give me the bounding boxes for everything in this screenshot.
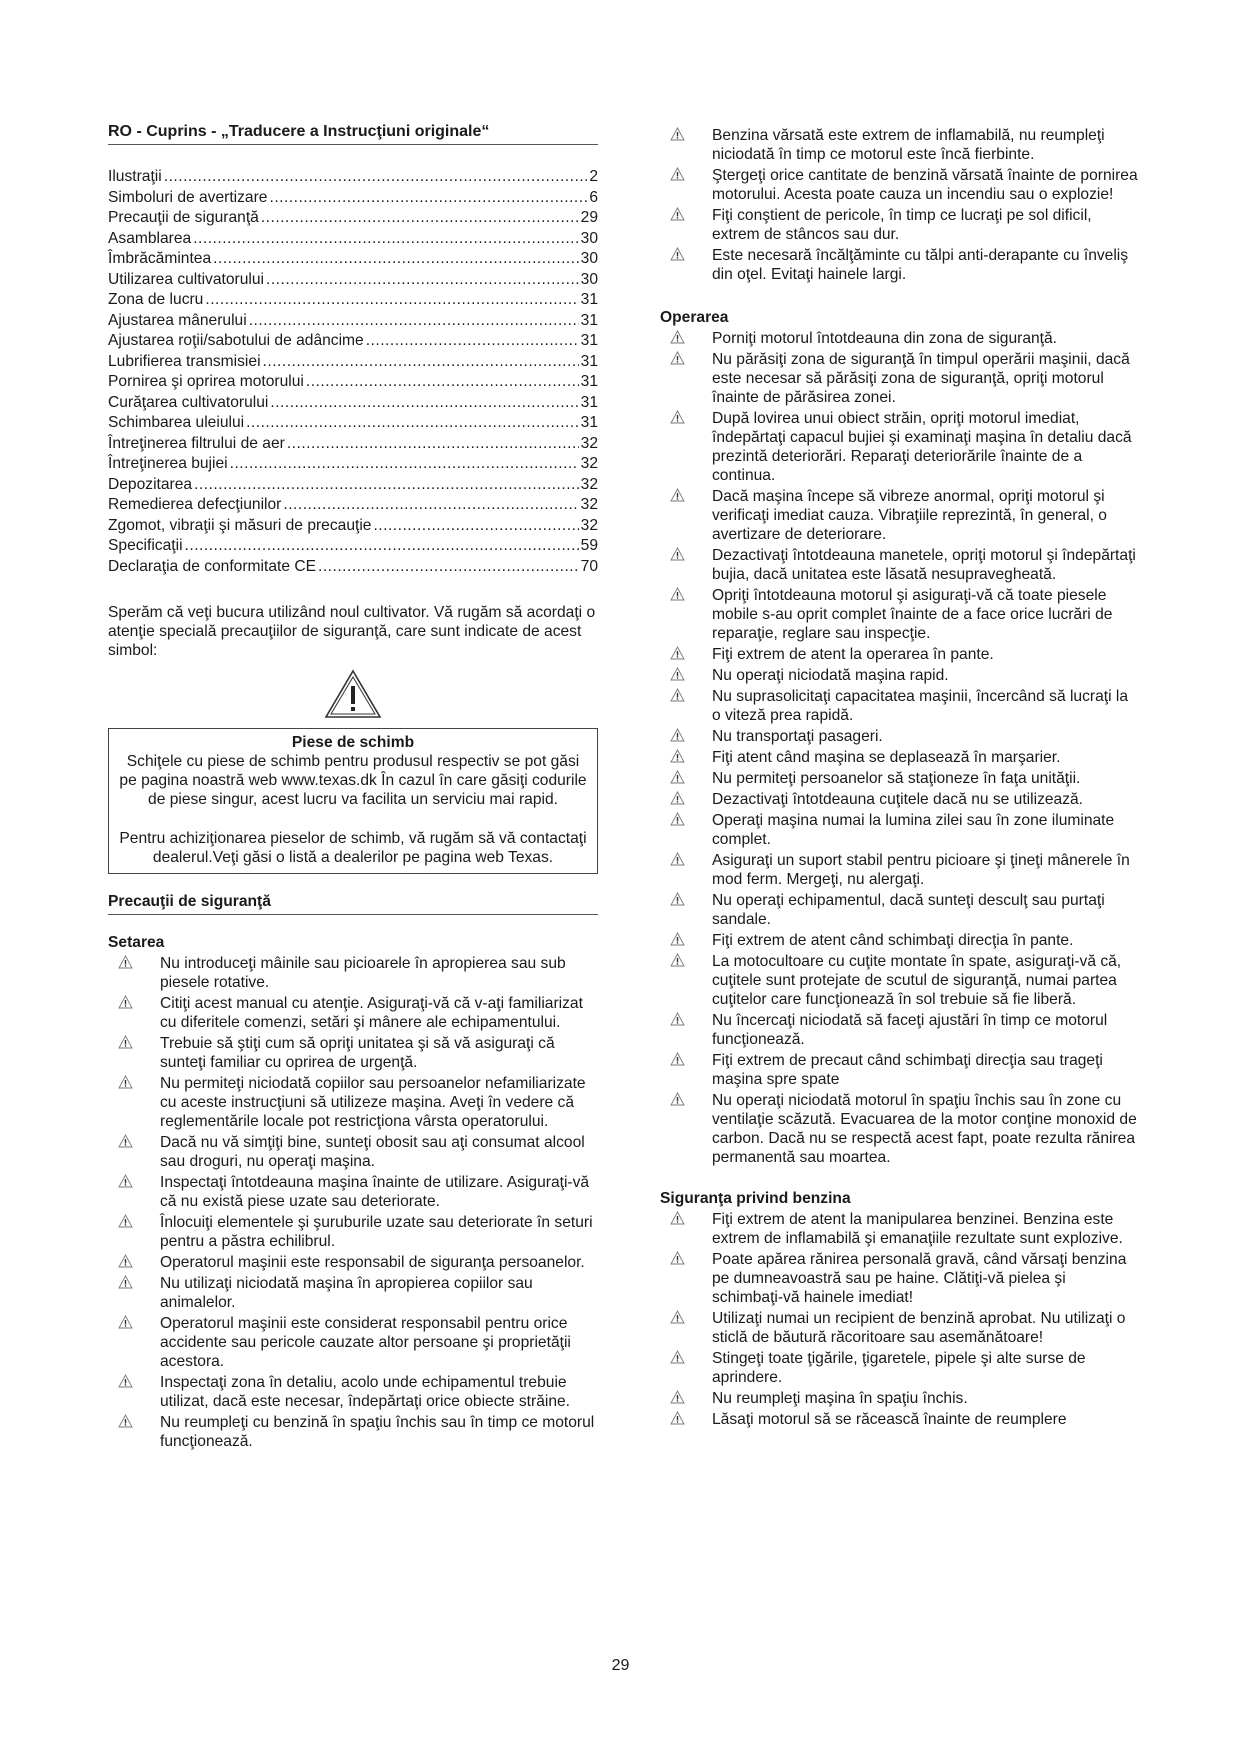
toc-entry [108, 229, 598, 250]
warning-icon [660, 748, 712, 767]
warning-text: La motocultoare cu cuţite montate în spate, asiguraţi-vă că, cuţitele sunt protejate de scutul de siguranţă, numai partea cuţitelor care funcţionează în sol trebuie să fie liberă. [712, 953, 1122, 1008]
toc-entry-page: 32 [580, 455, 598, 472]
warning-list-item [660, 546, 1140, 584]
toc-entry-page: 32 [580, 475, 598, 493]
toc-entry-page: 31 [580, 373, 598, 390]
warning-text: Fiţi extrem de precaut când schimbaţi direcţia sau trageţi maşina spre spate [712, 1052, 1103, 1088]
warning-text: Inspectaţi zona în detaliu, acolo unde echipamentul trebuie utilizat, dacă este necesar, îndepărtaţi orice obiecte străine. [160, 1374, 571, 1410]
toc-leader-dots [269, 188, 587, 207]
warning-icon [660, 1051, 712, 1089]
toc-entry-page: 31 [580, 352, 598, 370]
warning-text: Nu utilizaţi niciodată maşina în apropierea copiilor sau animalelor. [160, 1275, 533, 1311]
toc-entry-page: 30 [580, 229, 598, 247]
toc-entry-label: Ilustraţii [108, 168, 162, 185]
warning-list-item [660, 329, 1140, 348]
toc-entry [108, 372, 598, 393]
warning-list-item [660, 769, 1140, 788]
toc-entry [108, 290, 598, 311]
warning-list-item [660, 1389, 1140, 1408]
warning-icon [660, 769, 712, 788]
toc-entry [108, 249, 598, 270]
warning-list-item [660, 350, 1140, 407]
toc-entry-page: 31 [580, 291, 598, 308]
toc-entry-label: Specificaţii [108, 537, 183, 554]
warning-icon [660, 1091, 712, 1167]
warning-list-item [108, 1253, 598, 1272]
warning-list-item [660, 487, 1140, 544]
operation-subtitle: Operarea [660, 309, 729, 326]
warning-text: Dezactivaţi întotdeauna cuţitele dacă nu se utilizează. [712, 791, 1084, 808]
toc-entry-label: Ajustarea roţii/sabotului de adâncime [108, 332, 364, 349]
warning-list-item [660, 931, 1140, 950]
warning-text: Dacă nu vă simţiţi bine, sunteţi obosit sau aţi consumat alcool sau droguri, nu operaţi maşina. [160, 1134, 585, 1170]
warning-text: Opriţi întotdeauna motorul şi asiguraţi-vă că toate piesele mobile s-au oprit complet înainte de a face orice lucrări de reparaţie, reglare sau inspecţie. [712, 587, 1113, 642]
toc-entry [108, 167, 598, 188]
warning-list-item [660, 206, 1140, 244]
toc-leader-dots [246, 413, 579, 432]
toc-leader-dots [194, 475, 579, 494]
warning-icon [108, 1274, 160, 1312]
warning-text: Dezactivaţi întotdeauna manetele, opriţi motorul şi îndepărtaţi bujia, dacă unitatea este lăsată nesupravegheată. [712, 547, 1136, 583]
toc-entry [108, 536, 598, 557]
spare-parts-text-1: Schiţele cu piese de schimb pentru produsul respectiv se pot găsi pe pagina noastră web www.texas.dk În cazul în care găsiţi codurile de piese singur, acest lucru va facilita un serviciu mai rapid. [119, 753, 587, 808]
warning-text: Nu permiteţi persoanelor să staţioneze în faţa unităţii. [712, 770, 1081, 787]
warning-icon [660, 546, 712, 584]
warning-icon [660, 1011, 712, 1049]
toc-leader-dots [287, 434, 579, 453]
toc-entry [108, 413, 598, 434]
warning-list-item [660, 1091, 1140, 1167]
toc-entry-page: 6 [589, 188, 598, 206]
warning-list-item [660, 1410, 1140, 1429]
toc-entry-label: Zona de lucru [108, 291, 204, 308]
page-number: 29 [611, 1657, 630, 1674]
toc-entry-label: Precauţii de siguranţă [108, 209, 259, 226]
toc-leader-dots [213, 249, 579, 268]
warning-text: Nu părăsiţi zona de siguranţă în timpul operării maşinii, dacă este necesar să părăsiţi zona de siguranţă, opriţi motorul înainte de părăsirea zonei. [712, 351, 1130, 406]
warning-icon [660, 952, 712, 1009]
toc-leader-dots [373, 516, 578, 535]
warning-text: Nu operaţi echipamentul, dacă sunteţi desculţ sau purtaţi sandale. [712, 892, 1105, 928]
safety-section-title: Precauţii de siguranţă [108, 892, 598, 915]
warning-text: Înlocuiţi elementele şi şuruburile uzate sau deteriorate în seturi pentru a păstra echilibrul. [160, 1214, 593, 1250]
toc-entry [108, 475, 598, 496]
toc-entry [108, 454, 598, 475]
toc-leader-dots [263, 352, 579, 371]
warning-icon [108, 954, 160, 992]
warning-list-item [660, 409, 1140, 485]
toc-leader-dots [164, 167, 588, 186]
warning-icon [108, 1034, 160, 1072]
warning-icon [660, 790, 712, 809]
operation-list [660, 329, 1140, 1167]
warning-icon [660, 206, 712, 244]
warning-text: Operatorul maşinii este responsabil de siguranţa persoanelor. [160, 1254, 585, 1271]
warning-icon [660, 409, 712, 485]
toc-entry [108, 434, 598, 455]
toc-leader-dots [193, 229, 578, 248]
warning-list-item [660, 811, 1140, 849]
warning-icon [108, 1213, 160, 1251]
setup-list [108, 954, 598, 1451]
warning-icon [108, 1253, 160, 1272]
warning-list-item [108, 1373, 598, 1411]
warning-list-item [660, 687, 1140, 725]
toc-entry-label: Declaraţia de conformitate CE [108, 557, 317, 575]
toc-entry-label: Îmbrăcămintea [108, 250, 212, 267]
toc-entry [108, 311, 598, 332]
warning-text: Stingeţi toate ţigările, ţigaretele, pipele şi alte surse de aprindere. [712, 1350, 1086, 1386]
toc-entry-page: 30 [580, 270, 598, 288]
toc-entry-label: Zgomot, vibraţii şi măsuri de precauţie [108, 516, 372, 534]
warning-list-item [660, 790, 1140, 809]
warning-text: Inspectaţi întotdeauna maşina înainte de utilizare. Asiguraţi-vă că nu există piese uzate sau deteriorate. [160, 1174, 590, 1210]
warning-text: Nu operaţi niciodată motorul în spaţiu închis sau în zone cu ventilaţie scăzută. Evacuarea de la motor conţine monoxid de carbon. Dacă nu se respectă acest fapt, poate rezulta rănirea permanentă sau moartea. [712, 1092, 1137, 1166]
warning-text: Lăsaţi motorul să se răcească înainte de reumplere [712, 1411, 1067, 1428]
warning-text: Ştergeţi orice cantitate de benzină vărsată înainte de pornirea motorului. Acesta poate cauza un incendiu sau o explozie! [712, 167, 1138, 203]
toc-entry [108, 352, 598, 373]
warning-text: Nu permiteţi niciodată copiilor sau persoanelor nefamiliarizate cu aceste instrucţiuni să utilizeze maşina. Aveţi în vedere că reglementările locale pot restricţiona vârsta operatorului. [160, 1075, 586, 1130]
warning-icon [108, 1314, 160, 1371]
toc-entry-page: 31 [580, 414, 598, 431]
warning-text: Asiguraţi un suport stabil pentru picioare şi ţineţi mânerele în mod ferm. Mergeţi, nu alergaţi. [712, 852, 1130, 888]
warning-list-item [108, 1413, 598, 1451]
warning-icon [108, 1413, 160, 1451]
toc-entry-page: 32 [580, 516, 598, 534]
warning-text: Operaţi maşina numai la lumina zilei sau în zone iluminate complet. [712, 812, 1115, 848]
warning-list-item [660, 1210, 1140, 1248]
warning-icon [108, 1173, 160, 1211]
warning-text: Nu reumpleţi maşina în spaţiu închis. [712, 1390, 968, 1407]
warning-text: Nu încercaţi niciodată să faceţi ajustări în timp ce motorul funcţionează. [712, 1012, 1108, 1048]
warning-icon [660, 126, 712, 164]
warning-icon [660, 246, 712, 284]
warning-icon [660, 811, 712, 849]
warning-text: Fiţi extrem de atent când schimbaţi direcţia în pante. [712, 932, 1074, 949]
toc-entry [108, 188, 598, 209]
toc-entry-label: Asamblarea [108, 229, 192, 247]
toc-entry-label: Lubrifierea transmisiei [108, 352, 261, 370]
toc-entry-page: 32 [580, 496, 598, 513]
toc-entry-page: 59 [580, 537, 598, 554]
setup-subtitle: Setarea [108, 934, 165, 951]
toc-leader-dots [249, 311, 579, 330]
toc-entry-label: Ajustarea mânerului [108, 311, 247, 329]
warning-text: Citiţi acest manual cu atenţie. Asiguraţi-vă că v-aţi familiarizat cu diferitele comenzi, setări şi mânere ale echipamentului. [160, 995, 583, 1031]
warning-icon [660, 645, 712, 664]
warning-icon [660, 1210, 712, 1248]
warning-list-item [660, 246, 1140, 284]
warning-icon [660, 166, 712, 204]
warning-text: Este necesară încălţăminte cu tălpi anti-derapante cu înveliş din oţel. Evitaţi hainele largi. [712, 247, 1129, 283]
toc-heading: RO - Cuprins - „Traducere a Instrucţiuni originale“ [108, 122, 598, 145]
warning-text: Nu transportaţi pasageri. [712, 728, 883, 745]
warning-list-item [660, 1250, 1140, 1307]
toc-entry [108, 331, 598, 352]
toc-entry [108, 516, 598, 537]
warning-text: Nu introduceţi mâinile sau picioarele în apropierea sau sub piesele rotative. [160, 955, 566, 991]
toc-leader-dots [205, 290, 578, 309]
warning-icon [108, 1373, 160, 1411]
toc-leader-dots [270, 393, 578, 412]
toc-leader-dots [283, 495, 578, 514]
warning-list-item [108, 1133, 598, 1171]
warning-icon [660, 931, 712, 950]
warning-icon [660, 350, 712, 407]
warning-list-item [108, 1173, 598, 1211]
toc-entry-label: Întreţinerea bujiei [108, 455, 228, 472]
warning-text: Nu suprasolicitaţi capacitatea maşinii, încercând să lucraţi la o viteză prea rapidă. [712, 688, 1129, 724]
toc-entry-label: Remedierea defecţiunilor [108, 496, 282, 513]
spare-parts-box [108, 728, 598, 874]
warning-triangle-icon [323, 668, 383, 720]
toc-entry-label: Utilizarea cultivatorului [108, 270, 264, 288]
right-column [660, 124, 1140, 1429]
warning-icon [660, 1349, 712, 1387]
toc-entry-page: 70 [580, 557, 598, 575]
warning-list-item [108, 1274, 598, 1312]
warning-text: Trebuie să ştiţi cum să opriţi unitatea şi să vă asiguraţi că sunteţi familiar cu oprirea de urgenţă. [160, 1035, 555, 1071]
warning-icon [108, 1133, 160, 1171]
warning-text: Poate apărea rănirea personală gravă, când vărsaţi benzina pe dumneavoastră sau pe haine. Clătiţi-vă pielea şi schimbaţi-vă hainele imediat! [712, 1251, 1127, 1306]
warning-icon [660, 1250, 712, 1307]
warning-list-item [660, 891, 1140, 929]
toc-leader-dots [318, 557, 579, 576]
warning-list-item [108, 1213, 598, 1251]
warning-icon [660, 687, 712, 725]
toc-entry [108, 393, 598, 414]
toc-entry-label: Întreţinerea filtrului de aer [108, 434, 285, 452]
toc-entry-page: 31 [580, 393, 598, 411]
spare-parts-text-2: Pentru achiziţionarea pieselor de schimb, vă rugăm să vă contactaţi dealerul.Veţi găsi o listă a dealerilor pe pagina web Texas. [119, 830, 587, 866]
warning-list-item [108, 1034, 598, 1072]
warning-list-item [660, 1011, 1140, 1049]
warning-list-item [108, 1314, 598, 1371]
intro-paragraph: Sperăm că veţi bucura utilizând noul cultivator. Vă rugăm să acordaţi o atenţie specială precauţiilor de siguranţă, care sunt indicate de acest simbol: [108, 604, 596, 659]
warning-icon [660, 487, 712, 544]
warning-list-item [660, 645, 1140, 664]
toc-entry-label: Pornirea şi oprirea motorului [108, 373, 304, 390]
warning-text: Fiţi extrem de atent la manipularea benzinei. Benzina este extrem de inflamabilă şi emanaţiile rezultate sunt explozive. [712, 1211, 1123, 1247]
warning-list-item [660, 1309, 1140, 1347]
toc-entry [108, 495, 598, 516]
warning-icon [108, 994, 160, 1032]
warning-list-item [660, 1349, 1140, 1387]
toc-entry [108, 270, 598, 291]
toc-leader-dots [266, 270, 579, 289]
warning-text: Fiţi extrem de atent la operarea în pante. [712, 646, 994, 663]
warning-list-item [660, 952, 1140, 1009]
warning-list-item [660, 126, 1140, 164]
toc-leader-dots [185, 536, 579, 555]
warning-icon [660, 1410, 712, 1429]
spare-parts-title: Piese de schimb [291, 734, 415, 751]
warning-list-item [660, 851, 1140, 889]
warning-text: Porniţi motorul întotdeauna din zona de siguranţă. [712, 330, 1058, 347]
toc-entry-page: 31 [580, 311, 598, 329]
warning-text: După lovirea unui obiect străin, opriţi motorul imediat, îndepărtaţi capacul bujiei şi examinaţi maşina în detaliu dacă prezintă deteriorări. Reparaţi deteriorările înainte de a continua. [712, 410, 1132, 484]
warning-icon [660, 851, 712, 889]
warning-icon [660, 666, 712, 685]
fuel-safety-list [660, 1210, 1140, 1429]
warning-icon [660, 891, 712, 929]
warning-list-item [108, 954, 598, 992]
warning-list-item [108, 994, 598, 1032]
toc-entry [108, 208, 598, 229]
warning-icon [660, 586, 712, 643]
toc-leader-dots [261, 208, 579, 227]
warning-icon [660, 1389, 712, 1408]
warning-list-item [108, 1074, 598, 1131]
toc-leader-dots [306, 372, 579, 391]
table-of-contents [108, 167, 598, 577]
setup-list-continued [660, 126, 1140, 284]
warning-list-item [660, 666, 1140, 685]
warning-text: Nu reumpleţi cu benzină în spaţiu închis sau în timp ce motorul funcţionează. [160, 1414, 595, 1450]
toc-entry-label: Curăţarea cultivatorului [108, 393, 269, 411]
toc-entry-label: Simboluri de avertizare [108, 188, 268, 206]
warning-list-item [660, 586, 1140, 643]
warning-text: Fiţi conştient de pericole, în timp ce lucraţi pe sol dificil, extrem de stâncos sau dur. [712, 207, 1092, 243]
warning-icon [660, 329, 712, 348]
warning-list-item [660, 1051, 1140, 1089]
toc-entry-page: 30 [580, 250, 598, 267]
toc-entry-page: 32 [580, 434, 598, 452]
warning-list-item [660, 748, 1140, 767]
warning-text: Dacă maşina începe să vibreze anormal, opriţi motorul şi verificaţi imediat cauza. Vibraţiile reprezintă, în general, o avertizare de deteriorare. [712, 488, 1107, 543]
warning-text: Fiţi atent când maşina se deplasează în marşarier. [712, 749, 1061, 766]
fuel-safety-subtitle: Siguranţa privind benzina [660, 1190, 851, 1207]
left-column [108, 122, 598, 1451]
warning-list-item [660, 727, 1140, 746]
toc-leader-dots [230, 454, 579, 473]
warning-text: Utilizaţi numai un recipient de benzină aprobat. Nu utilizaţi o sticlă de băutură răcoritoare sau asemănătoare! [712, 1310, 1126, 1346]
toc-entry [108, 557, 598, 578]
warning-icon [660, 727, 712, 746]
warning-icon [660, 1309, 712, 1347]
warning-icon [108, 1074, 160, 1131]
warning-text: Nu operaţi niciodată maşina rapid. [712, 667, 949, 684]
toc-entry-page: 29 [580, 209, 598, 226]
toc-leader-dots [366, 331, 579, 350]
toc-entry-label: Schimbarea uleiului [108, 414, 245, 431]
warning-text: Benzina vărsată este extrem de inflamabilă, nu reumpleţi niciodată în timp ce motorul este încă fierbinte. [712, 127, 1105, 163]
warning-text: Operatorul maşinii este considerat responsabil pentru orice accidente sau pericole cauzate altor persoane şi proprietăţii acestora. [160, 1315, 571, 1370]
toc-entry-page: 31 [580, 332, 598, 349]
warning-list-item [660, 166, 1140, 204]
toc-entry-label: Depozitarea [108, 475, 193, 493]
toc-entry-page: 2 [589, 168, 598, 185]
